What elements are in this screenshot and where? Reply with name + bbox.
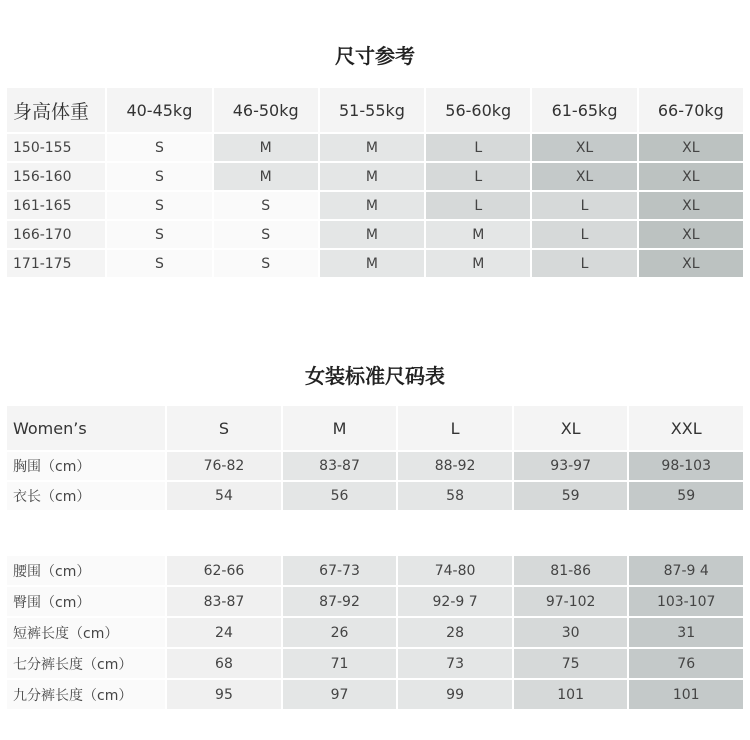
measure-label: 衣长（cm） [7, 482, 165, 510]
header-size: L [398, 406, 512, 450]
measure-cell: 76 [629, 649, 743, 678]
size-cell: S [214, 192, 318, 219]
measure-cell: 97-102 [514, 587, 628, 616]
measure-cell: 98-103 [629, 452, 743, 480]
measure-cell: 93-97 [514, 452, 628, 480]
size-cell: M [214, 134, 318, 161]
measure-cell: 73 [398, 649, 512, 678]
measure-cell: 81-86 [514, 556, 628, 585]
table-row [7, 618, 743, 647]
size-reference-table [5, 88, 745, 277]
header-weight-range: 56-60kg [426, 88, 530, 132]
header-weight-range: 46-50kg [214, 88, 318, 132]
measure-cell: 68 [167, 649, 281, 678]
size-cell: S [107, 134, 211, 161]
size-cell: XL [639, 250, 743, 277]
size-cell: S [214, 221, 318, 248]
measure-cell: 30 [514, 618, 628, 647]
measure-label: 腰围（cm） [7, 556, 165, 585]
table-row [7, 221, 743, 248]
measure-label: 胸围（cm） [7, 452, 165, 480]
table-row [7, 163, 743, 190]
women-size-chart-title: 女装标准尺码表 [305, 364, 445, 388]
table-row [7, 680, 743, 709]
header-weight-range: 66-70kg [639, 88, 743, 132]
header-height-weight: 身高体重 [7, 88, 105, 132]
header-size: M [283, 406, 397, 450]
size-cell: M [214, 163, 318, 190]
size-cell: XL [639, 192, 743, 219]
women-bottoms-table [5, 556, 745, 709]
table-row [7, 452, 743, 480]
table-row [7, 192, 743, 219]
size-cell: M [320, 163, 424, 190]
size-cell: M [320, 221, 424, 248]
size-cell: L [532, 250, 636, 277]
size-cell: S [107, 221, 211, 248]
size-cell: M [320, 250, 424, 277]
row-height-label: 166-170 [7, 221, 105, 248]
size-cell: L [532, 192, 636, 219]
measure-cell: 101 [629, 680, 743, 709]
size-cell: S [107, 192, 211, 219]
row-height-label: 150-155 [7, 134, 105, 161]
measure-cell: 59 [514, 482, 628, 510]
measure-cell: 31 [629, 618, 743, 647]
measure-cell: 74-80 [398, 556, 512, 585]
measure-cell: 54 [167, 482, 281, 510]
header-womens: Women’s [7, 406, 165, 450]
measure-cell: 28 [398, 618, 512, 647]
women-size-header-row [7, 406, 743, 450]
size-cell: S [107, 163, 211, 190]
size-cell: XL [532, 163, 636, 190]
header-size: S [167, 406, 281, 450]
measure-cell: 97 [283, 680, 397, 709]
measure-cell: 92-9 7 [398, 587, 512, 616]
size-cell: S [214, 250, 318, 277]
table-row [7, 556, 743, 585]
table-row [7, 134, 743, 161]
size-cell: M [320, 192, 424, 219]
row-height-label: 171-175 [7, 250, 105, 277]
measure-cell: 76-82 [167, 452, 281, 480]
measure-cell: 99 [398, 680, 512, 709]
size-cell: M [320, 134, 424, 161]
measure-cell: 87-92 [283, 587, 397, 616]
measure-cell: 87-9 4 [629, 556, 743, 585]
measure-cell: 59 [629, 482, 743, 510]
size-cell: L [532, 221, 636, 248]
size-cell: L [426, 192, 530, 219]
measure-cell: 83-87 [167, 587, 281, 616]
measure-cell: 95 [167, 680, 281, 709]
size-cell: XL [639, 163, 743, 190]
row-height-label: 161-165 [7, 192, 105, 219]
size-cell: M [426, 250, 530, 277]
header-weight-range: 51-55kg [320, 88, 424, 132]
header-weight-range: 40-45kg [107, 88, 211, 132]
measure-cell: 58 [398, 482, 512, 510]
women-size-table [5, 406, 745, 510]
measure-label: 九分裤长度（cm） [7, 680, 165, 709]
table-row [7, 482, 743, 510]
row-height-label: 156-160 [7, 163, 105, 190]
measure-cell: 26 [283, 618, 397, 647]
measure-cell: 56 [283, 482, 397, 510]
size-cell: XL [639, 134, 743, 161]
size-cell: XL [639, 221, 743, 248]
measure-label: 臀围（cm） [7, 587, 165, 616]
header-size: XXL [629, 406, 743, 450]
measure-cell: 103-107 [629, 587, 743, 616]
header-weight-range: 61-65kg [532, 88, 636, 132]
size-reference-title: 尺寸参考 [335, 44, 415, 68]
size-cell: S [107, 250, 211, 277]
size-cell: M [426, 221, 530, 248]
size-reference-header-row [7, 88, 743, 132]
table-row [7, 649, 743, 678]
measure-cell: 83-87 [283, 452, 397, 480]
measure-cell: 88-92 [398, 452, 512, 480]
table-row [7, 587, 743, 616]
measure-cell: 101 [514, 680, 628, 709]
measure-cell: 75 [514, 649, 628, 678]
size-cell: L [426, 134, 530, 161]
table-row [7, 250, 743, 277]
measure-cell: 62-66 [167, 556, 281, 585]
measure-cell: 71 [283, 649, 397, 678]
size-cell: XL [532, 134, 636, 161]
measure-label: 短裤长度（cm） [7, 618, 165, 647]
measure-label: 七分裤长度（cm） [7, 649, 165, 678]
measure-cell: 24 [167, 618, 281, 647]
size-cell: L [426, 163, 530, 190]
measure-cell: 67-73 [283, 556, 397, 585]
header-size: XL [514, 406, 628, 450]
